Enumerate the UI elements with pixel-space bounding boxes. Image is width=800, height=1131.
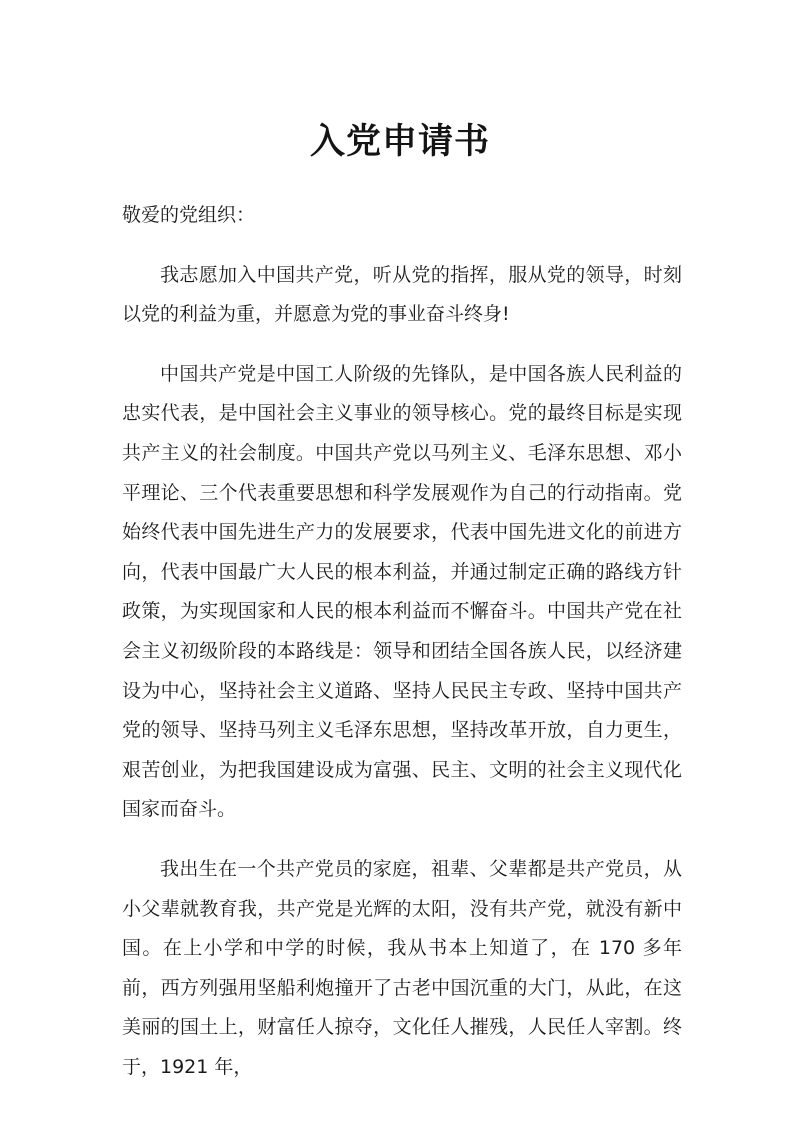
salutation: 敬爱的党组织：	[122, 204, 256, 226]
paragraph-pledge: 我志愿加入中国共产党，听从党的指挥，服从党的领导，时刻以党的利益为重，并愿意为党的事业奋斗终身!	[122, 263, 682, 326]
document-title: 入党申请书	[309, 122, 490, 162]
paragraph-personal-background: 我出生在一个共产党员的家庭，祖辈、父辈都是共产党员，从小父辈就教育我，共产党是光辉的太阳，没有共产党，就没有新中国。在上小学和中学的时候，我从书本上知道了，在 170 多年前，西方列强用坚船利炮撞开了古老中国沉重的大门，从此，在这美丽的国土上，财富任人掠夺，文化任人摧残，人民任人宰割。终于，1921 年，	[122, 857, 682, 1078]
paragraph-party-description: 中国共产党是中国工人阶级的先锋队，是中国各族人民利益的忠实代表，是中国社会主义事业的领导核心。党的最终目标是实现共产主义的社会制度。中国共产党以马列主义、毛泽东思想、邓小平理论、三个代表重要思想和科学发展观作为自己的行动指南。党始终代表中国先进生产力的发展要求，代表中国先进文化的前进方向，代表中国最广大人民的根本利益，并通过制定正确的路线方针政策，为实现国家和人民的根本利益而不懈奋斗。中国共产党在社会主义初级阶段的本路线是：领导和团结全国各族人民，以经济建设为中心，坚持社会主义道路、坚持人民民主专政、坚持中国共产党的领导、坚持马列主义毛泽东思想，坚持改革开放，自力更生，艰苦创业，为把我国建设成为富强、民主、文明的社会主义现代化国家而奋斗。	[122, 362, 682, 821]
document-body	[122, 196, 682, 1107]
